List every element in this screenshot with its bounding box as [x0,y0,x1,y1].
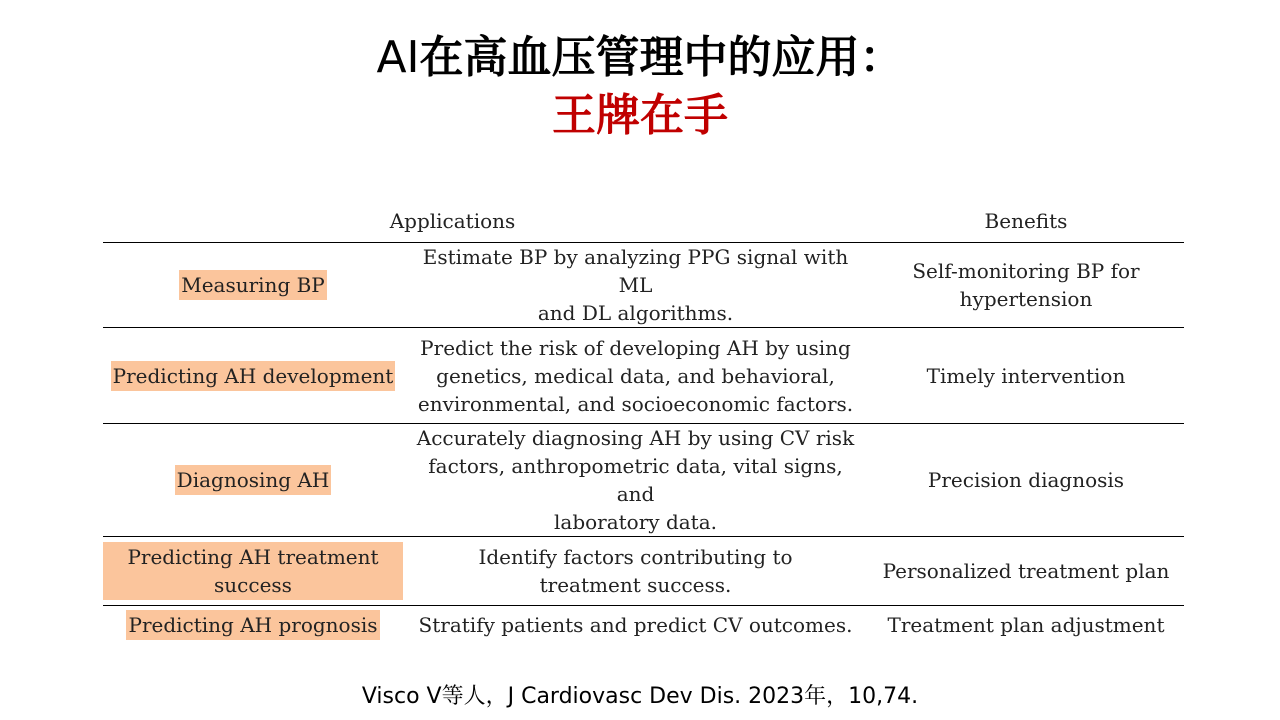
description-cell [403,328,868,424]
title-prefix: AI [376,32,420,83]
table-row [103,537,1184,606]
table-row [103,328,1184,424]
table-row [103,424,1184,537]
description-line: Estimate BP by analyzing PPG signal with ML [422,245,849,297]
application-label: Predicting AH development [111,361,396,391]
benefit-cell: Self-monitoring BP for hypertension [868,243,1184,328]
application-cell [103,243,403,328]
slide-subtitle: 王牌在手 [552,90,728,141]
header-benefits: Benefits [868,200,1184,243]
application-cell [103,606,403,644]
slide-title [0,32,1280,83]
application-label: Measuring BP [179,270,327,300]
description-line: laboratory data. [554,510,717,534]
benefit-cell: Precision diagnosis [868,424,1184,537]
application-cell [103,537,403,606]
description-line: genetics, medical data, and behavioral, [436,363,835,388]
description-line: and DL algorithms. [537,301,734,325]
description-line: environmental, and socioeconomic factors. [417,391,854,416]
application-label: Predicting AH treatment success [103,542,403,600]
application-cell [103,328,403,424]
benefit-cell: Timely intervention [868,328,1184,424]
application-label: Diagnosing AH [175,465,332,495]
description-line: Stratify patients and predict CV outcomes. [418,612,853,637]
description-cell [403,243,868,328]
application-cell [103,424,403,537]
citation: Visco V等人，J Cardiovasc Dev Dis. 2023年，10,74. [361,684,919,709]
applications-table-container [103,200,1184,644]
benefit-cell: Personalized treatment plan [868,537,1184,606]
title-main: 在高血压管理中的应用： [419,32,904,83]
benefit-cell: Treatment plan adjustment [887,612,1165,637]
description-cell [403,537,868,606]
description-cell [403,424,868,537]
header-applications: Applications [103,200,868,243]
description-line: Identify factors contributing to [478,545,793,569]
description-line: Accurately diagnosing AH by using CV risk [416,426,855,450]
table-header-row [103,200,1184,243]
description-cell [403,606,868,644]
applications-table [103,200,1184,644]
description-line: factors, anthropometric data, vital signs, and [428,454,843,506]
table-row [103,606,1184,644]
description-line: treatment success. [539,573,732,597]
table-row [103,243,1184,328]
description-line: Predict the risk of developing AH by using [420,335,851,360]
application-label: Predicting AH prognosis [126,610,379,640]
